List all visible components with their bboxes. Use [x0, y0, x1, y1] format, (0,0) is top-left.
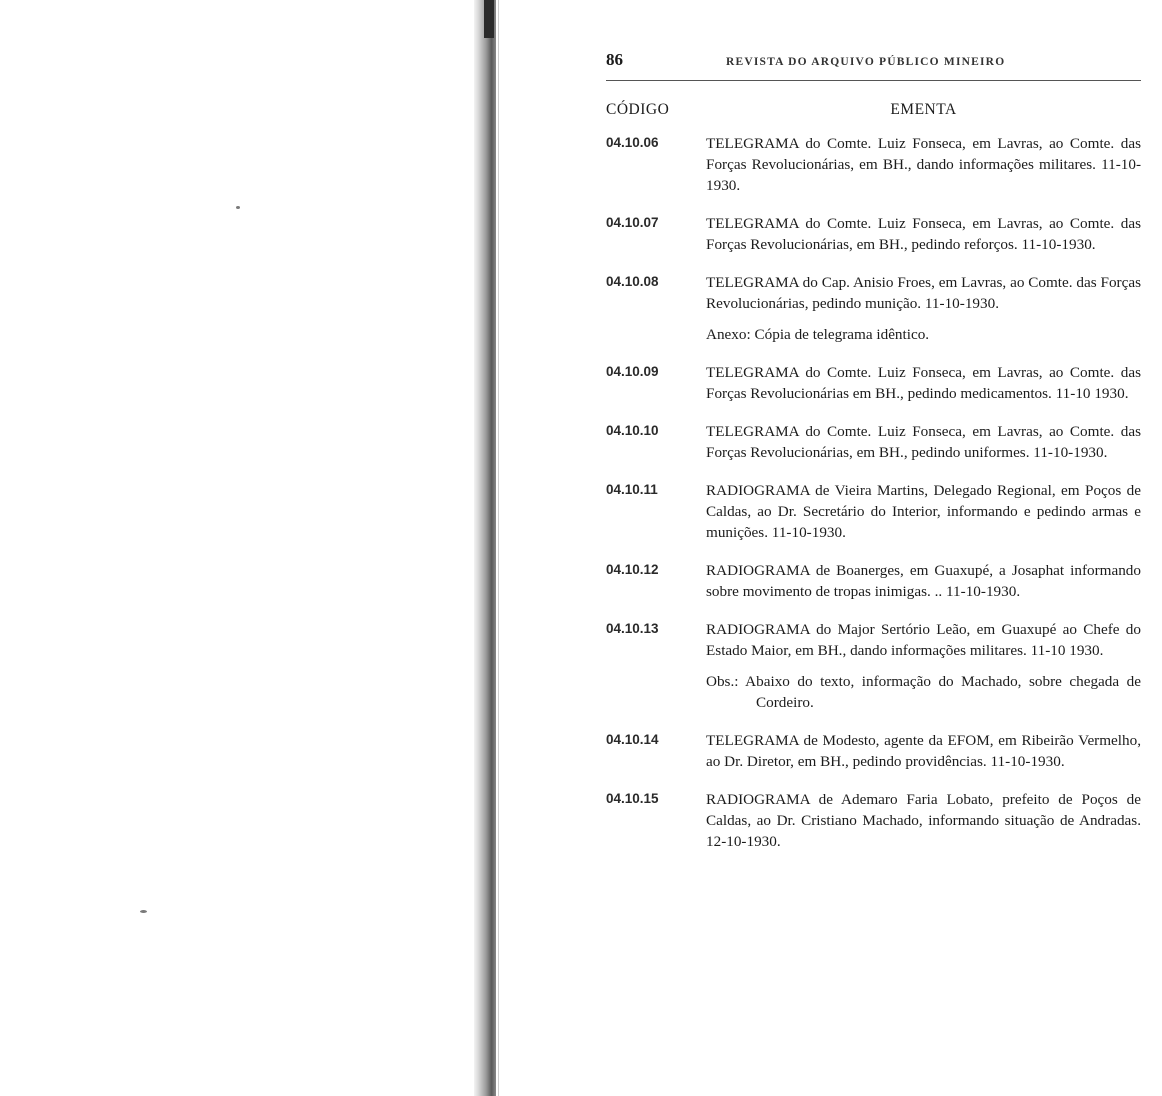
- entry-code: 04.10.06: [606, 135, 659, 150]
- entry-code: 04.10.11: [606, 482, 658, 497]
- entry-row: [606, 789, 1141, 852]
- entry-row: [606, 213, 1141, 255]
- column-header-ementa: EMENTA: [890, 101, 957, 118]
- page-number: 86: [606, 50, 623, 69]
- facing-page-blank: [0, 0, 470, 1096]
- entry-description: [706, 730, 1141, 772]
- entry-code: 04.10.08: [606, 274, 659, 289]
- column-header-code: CÓDIGO: [606, 101, 670, 118]
- entry-row: [606, 421, 1141, 463]
- entry-description: [706, 789, 1141, 852]
- entry-code: 04.10.15: [606, 791, 659, 806]
- entry-code: 04.10.14: [606, 732, 659, 747]
- entry-row: [606, 480, 1141, 543]
- entry-code: 04.10.13: [606, 621, 659, 636]
- entry-description: [706, 213, 1141, 255]
- entry-code: 04.10.12: [606, 562, 659, 577]
- entry-description: [706, 480, 1141, 543]
- entry-text: RADIOGRAMA de Boanerges, em Guaxupé, a Josaphat informando sobre movimento de tropas inimigas. .. 11-10-1930.: [706, 562, 1141, 600]
- entry-description: [706, 560, 1141, 602]
- book-gutter: [474, 0, 496, 1096]
- entry-description: [706, 362, 1141, 404]
- entry-text: RADIOGRAMA de Vieira Martins, Delegado Regional, em Poços de Caldas, ao Dr. Secretário do Interior, informando e pedindo armas e munições. 11-10-1930.: [706, 482, 1141, 541]
- ink-speck: [236, 206, 240, 209]
- entry-code: 04.10.10: [606, 423, 659, 438]
- entry-description: [706, 421, 1141, 463]
- entry-row: [606, 619, 1141, 713]
- entry-text: TELEGRAMA do Comte. Luiz Fonseca, em Lavras, ao Comte. das Forças Revolucionárias, em BH., pedindo reforços. 11-10-1930.: [706, 215, 1141, 253]
- ink-speck: [140, 910, 147, 913]
- entry-row: [606, 730, 1141, 772]
- entry-row: [606, 133, 1141, 196]
- entry-text: TELEGRAMA do Cap. Anisio Froes, em Lavras, ao Comte. das Forças Revolucionárias, pedindo munição. 11-10-1930.: [706, 274, 1141, 312]
- gutter-shadow: [484, 0, 494, 38]
- entry-text: TELEGRAMA do Comte. Luiz Fonseca, em Lavras, ao Comte. das Forças Revolucionárias em BH., pedindo medicamentos. 11-10 1930.: [706, 364, 1141, 402]
- gutter-edge: [498, 0, 499, 1096]
- entry-text: RADIOGRAMA de Ademaro Faria Lobato, prefeito de Poços de Caldas, ao Dr. Cristiano Machado, informando situação de Andradas. 12-10-1930.: [706, 791, 1141, 850]
- entry-description: [706, 619, 1141, 713]
- column-headers: [606, 101, 1141, 123]
- entry-text: TELEGRAMA de Modesto, agente da EFOM, em Ribeirão Vermelho, ao Dr. Diretor, em BH., pedindo providências. 11-10-1930.: [706, 732, 1141, 770]
- entry-text: RADIOGRAMA do Major Sertório Leão, em Guaxupé ao Chefe do Estado Maior, em BH., dando informações militares. 11-10 1930.: [706, 621, 1141, 659]
- entry-text: TELEGRAMA do Comte. Luiz Fonseca, em Lavras, ao Comte. das Forças Revolucionárias, em BH., dando informações militares. 11-10-1930.: [706, 135, 1141, 194]
- entry-list: [606, 133, 1141, 852]
- entry-row: [606, 560, 1141, 602]
- entry-row: [606, 272, 1141, 345]
- running-head: REVISTA DO ARQUIVO PÚBLICO MINEIRO: [726, 56, 1006, 68]
- entry-text: TELEGRAMA do Comte. Luiz Fonseca, em Lavras, ao Comte. das Forças Revolucionárias, em BH., pedindo uniformes. 11-10-1930.: [706, 423, 1141, 461]
- entry-description: [706, 272, 1141, 345]
- document-page: [606, 50, 1141, 869]
- entry-note: Obs.: Abaixo do texto, informação do Machado, sobre chegada de Cordeiro.: [706, 673, 1141, 711]
- entry-description: [706, 133, 1141, 196]
- page-header: [606, 50, 1141, 81]
- entry-code: 04.10.07: [606, 215, 659, 230]
- entry-code: 04.10.09: [606, 364, 659, 379]
- entry-note: Anexo: Cópia de telegrama idêntico.: [706, 326, 930, 343]
- entry-row: [606, 362, 1141, 404]
